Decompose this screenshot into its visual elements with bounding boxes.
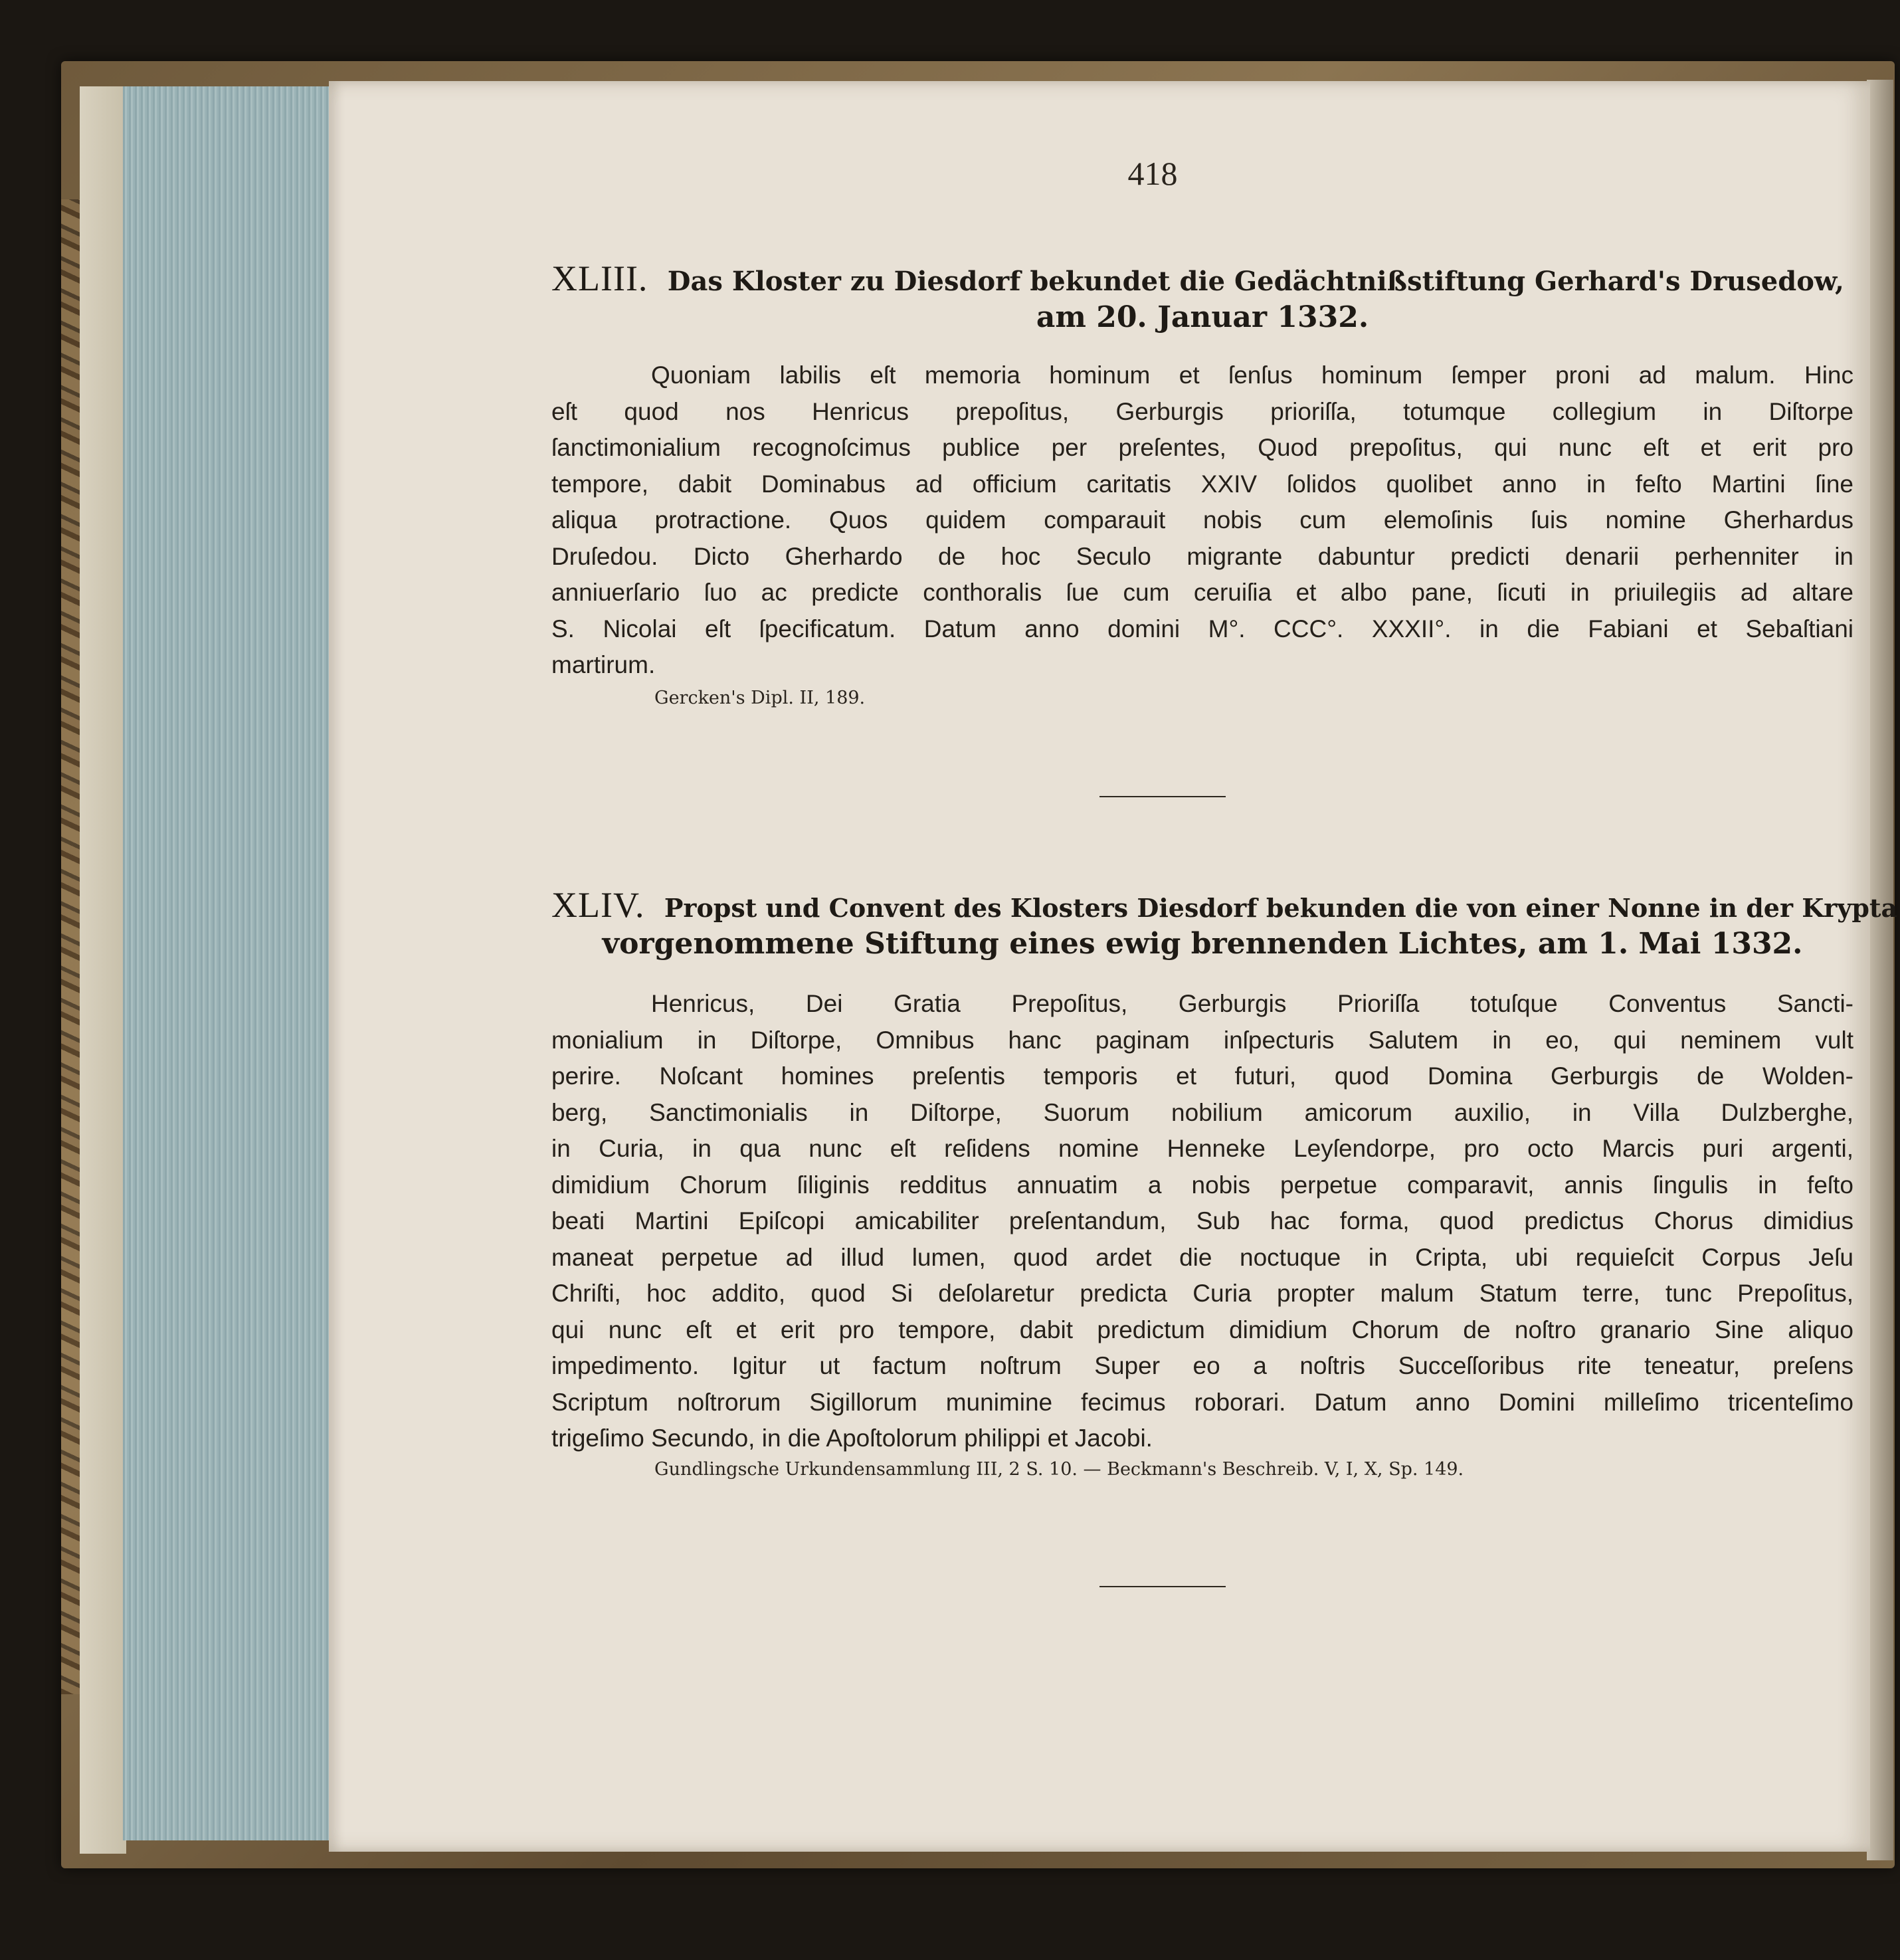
text-line: dimidium Chorum ſiliginis redditus annuatim a nobis perpetue comparavit, annis ſingulis in feſto bbox=[551, 1171, 1853, 1199]
page-number: 418 bbox=[1127, 155, 1178, 192]
source-citation: Gercken's Dipl. II, 189. bbox=[654, 688, 866, 708]
next-page-edge bbox=[1867, 80, 1893, 1860]
section-numeral: XLIII. bbox=[551, 258, 648, 298]
heading-line-1 bbox=[551, 885, 1898, 926]
text-line: in Curia, in qua nunc eſt reſidens nomine Henneke Leyſendorpe, pro octo Marcis puri argenti, bbox=[551, 1135, 1853, 1162]
heading-line-2: am 20. Januar 1332. bbox=[1036, 300, 1369, 334]
text-line: anniuerſario ſuo ac predicte conthoralis ſue cum ceruiſia et albo pane, ſicuti in priuilegiis ad altare bbox=[551, 579, 1853, 606]
text-line: impedimento. Igitur ut factum noſtrum Super eo a noſtris Succeſſoribus rite teneatur, preſens bbox=[551, 1352, 1853, 1379]
section-heading bbox=[551, 885, 1898, 962]
source-citation: Gundlingsche Urkundensammlung III, 2 S. 10. — Beckmann's Beschreib. V, I, X, Sp. 149. bbox=[654, 1459, 1464, 1480]
text-line: Quoniam labilis eſt memoria hominum et ſenſus hominum ſemper proni ad malum. Hinc bbox=[651, 361, 1853, 389]
heading-line-2: vorgenommene Stiftung eines ewig brennenden Lichtes, am 1. Mai 1332. bbox=[602, 927, 1803, 961]
heading-title: Propst und Convent des Klosters Diesdorf bekunden die von einer Nonne in der Krypta bbox=[664, 893, 1898, 923]
text-line: Scriptum noſtrorum Sigillorum munimine fecimus roborari. Datum anno Domini milleſimo tricenteſimo bbox=[551, 1388, 1853, 1416]
text-line: Chriſti, hoc addito, quod Si deſolaretur predicta Curia propter malum Statum terre, tunc Prepoſitus, bbox=[551, 1280, 1853, 1307]
text-line: perire. Noſcant homines preſentis temporis et futuri, quod Domina Gerburgis de Wolden- bbox=[551, 1062, 1853, 1090]
text-line: Henricus, Dei Gratia Prepoſitus, Gerburgis Prioriſſa totuſque Conventus Sancti- bbox=[651, 990, 1853, 1017]
charter-text bbox=[551, 986, 1853, 1457]
text-line: S. Nicolai eſt ſpecificatum. Datum anno domini M°. CCC°. XXXII°. in die Fabiani et Sebaſtiani bbox=[551, 615, 1853, 642]
text-line: Druſedou. Dicto Gherhardo de hoc Seculo migrante dabuntur predicti denarii perhenniter in bbox=[551, 542, 1853, 570]
text-line: qui nunc eſt et erit pro tempore, dabit predictum dimidium Chorum de noſtro granario Sine aliquo bbox=[551, 1316, 1853, 1343]
text-line: ſanctimonialium recognoſcimus publice per preſentes, Quod prepoſitus, qui nunc eſt et erit pro bbox=[551, 434, 1853, 461]
text-line: aliqua protractione. Quos quidem comparauit nobis cum elemoſinis ſuis nomine Gherhardus bbox=[551, 506, 1853, 534]
heading-title: Das Kloster zu Diesdorf bekundet die Gedächtnißstiftung Gerhard's Drusedow, bbox=[667, 266, 1844, 297]
text-line: maneat perpetue ad illud lumen, quod ardet die noctuque in Cripta, ubi requieſcit Corpus Jeſu bbox=[551, 1243, 1853, 1271]
charter-text bbox=[551, 357, 1853, 684]
section-divider bbox=[1099, 796, 1226, 797]
text-line: martirum. bbox=[551, 651, 656, 678]
heading-line-1 bbox=[551, 260, 1853, 300]
section-numeral: XLIV. bbox=[551, 885, 645, 925]
text-line: beati Martini Epiſcopi amicabiliter preſentandum, Sub hac forma, quod predictus Chorus dimidius bbox=[551, 1207, 1853, 1234]
text-line: eſt quod nos Henricus prepoſitus, Gerburgis prioriſſa, totumque collegium in Diſtorpe bbox=[551, 397, 1853, 425]
text-line: monialium in Diſtorpe, Omnibus hanc paginam inſpecturis Salutem in eo, qui neminem vult bbox=[551, 1026, 1853, 1054]
section-divider bbox=[1099, 1586, 1226, 1587]
section-heading bbox=[551, 260, 1853, 336]
text-line: berg, Sanctimonialis in Diſtorpe, Suorum nobilium amicorum auxilio, in Villa Dulzberghe, bbox=[551, 1098, 1853, 1126]
text-line: tempore, dabit Dominabus ad officium caritatis XXIV ſolidos quolibet anno in feſto Martini ſine bbox=[551, 470, 1853, 498]
binding-edge bbox=[80, 86, 126, 1854]
page-edge-stack bbox=[123, 86, 329, 1840]
text-line: trigeſimo Secundo, in die Apoſtolorum philippi et Jacobi. bbox=[551, 1424, 1153, 1452]
